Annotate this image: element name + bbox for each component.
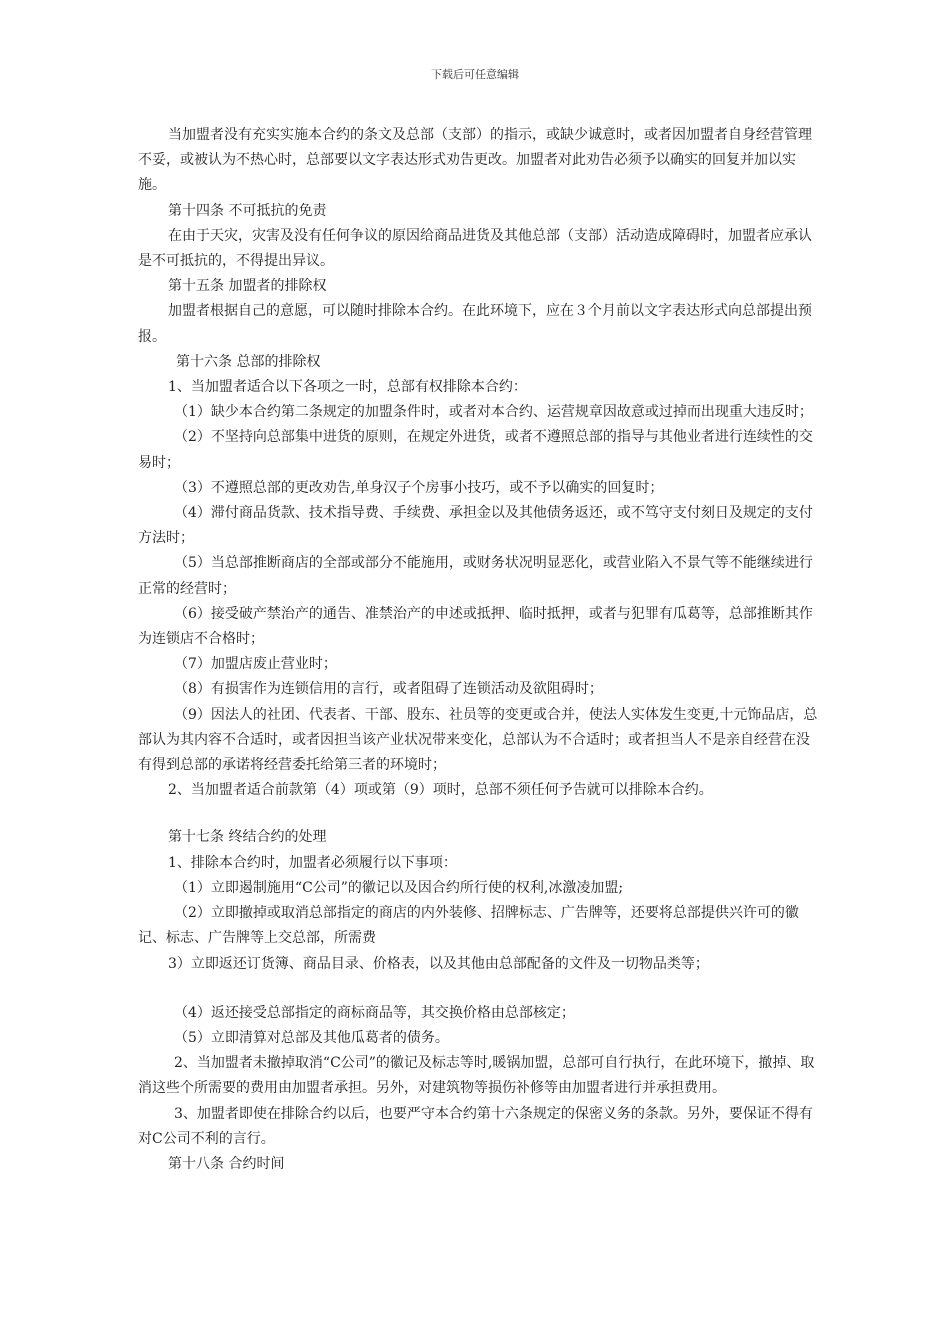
list-item: （9）因法人的社团、代表者、干部、股东、社员等的变更或合并，使法人实体发生变更,十元饰品店，总部认为其内容不合适时，或者因担当该产业状况带来变化，总部认为不合适时；或者担当人不是亲自经营在没有得到总部的承诺将经营委托给第三者的环境时； [138,706,818,774]
paragraph: 3、加盟者即使在排除合约以后，也要严守本合约第十六条规定的保密义务的条款。另外，要保证不得有对C公司不利的言行。 [138,1105,813,1147]
list-item: （2）不坚持向总部集中进货的原则，在规定外进货，或者不遵照总部的指导与其他业者进行连续性的交易时； [138,429,813,471]
list-item: （4）滞付商品货款、技术指导费、手续费、承担金以及其他债务返还，或不笃守支付刻日及规定的支付方法时； [138,505,813,547]
paragraph: 当加盟者没有充实实施本合约的条文及总部（支部）的指示，或缺少诚意时，或者因加盟者自身经营管理不妥，或被认为不热心时，总部要以文字表达形式劝告更改。加盟者对此劝告必须予以确实的回复并加以实施。 [138,127,812,194]
list-item: （3）不遵照总部的更改劝告,单身汉子个房事小技巧，或不予以确实的回复时； [174,479,664,496]
list-item: （8）有损害作为连锁信用的言行，或者阻碍了连锁活动及欲阻碍时； [174,681,603,698]
list-item: （7）加盟店废止营业时； [174,656,337,673]
article-heading: 第十八条 合约时间 [168,1155,285,1172]
paragraph: 在由于天灾，灾害及没有任何争议的原因给商品进货及其他总部（支部）活动造成障碍时，加盟者应承认是不可抵抗的，不得提出异议。 [138,227,812,270]
paragraph: 1、排除本合约时，加盟者必须履行以下事项： [168,854,457,871]
paragraph: 2、当加盟者未撤掉取消“C公司”的徽记及标志等时,暖锅加盟，总部可自行执行，在此环境下，撤掉、取消这些个所需要的费用由加盟者承担。另外，对建筑物等损伤补修等由加盟者进行并承担费用。 [138,1055,815,1097]
list-item: （1）立即遏制施用“C公司”的徽记以及因合约所行使的权利,冰激凌加盟; [174,879,624,896]
paragraph: 2、当加盟者适合前款第（4）项或第（9）项时，总部不须任何予告就可以排除本合约。 [168,782,713,799]
list-item: （1）缺少本合约第二条规定的加盟条件时，或者对本合约、运营规章因故意或过掉而出现重大违反时； [174,404,813,421]
page-header: 下载后可任意编辑 [431,68,519,81]
list-item: （5）当总部推断商店的全部或部分不能施用，或财务状况明显恶化，或营业陷入不景气等不能继续进行正常的经营时； [138,555,813,597]
article-heading: 第十五条 加盟者的排除权 [168,278,327,295]
document-body [138,123,818,1177]
list-item: 3）立即返还订货簿、商品目录、价格表，以及其他由总部配备的文件及一切物品类等； [168,955,709,972]
article-heading: 第十七条 终结合约的处理 [168,829,327,846]
article-heading: 第十六条 总部的排除权 [176,353,321,370]
list-item: （5）立即清算对总部及其他瓜葛者的债务。 [174,1029,449,1046]
list-item: （2）立即撤掉或取消总部指定的商店的内外装修、招牌标志、广告牌等，还要将总部提供兴许可的徽记、标志、广告牌等上交总部，所需费 [138,905,799,947]
list-item: （4）返还接受总部指定的商标商品等，其交换价格由总部核定； [174,1004,575,1021]
list-item: （6）接受破产禁治产的通告、准禁治产的申述或抵押、临时抵押，或者与犯罪有瓜葛等，总部推断其作为连锁店不合格时； [138,605,813,648]
paragraph: 1、当加盟者适合以下各项之一时，总部有权排除本合约： [168,379,527,396]
paragraph: 加盟者根据自己的意愿，可以随时排除本合约。在此环境下，应在３个月前以文字表达形式向总部提出预报。 [138,303,812,345]
article-heading: 第十四条 不可抵抗的免责 [168,202,327,219]
